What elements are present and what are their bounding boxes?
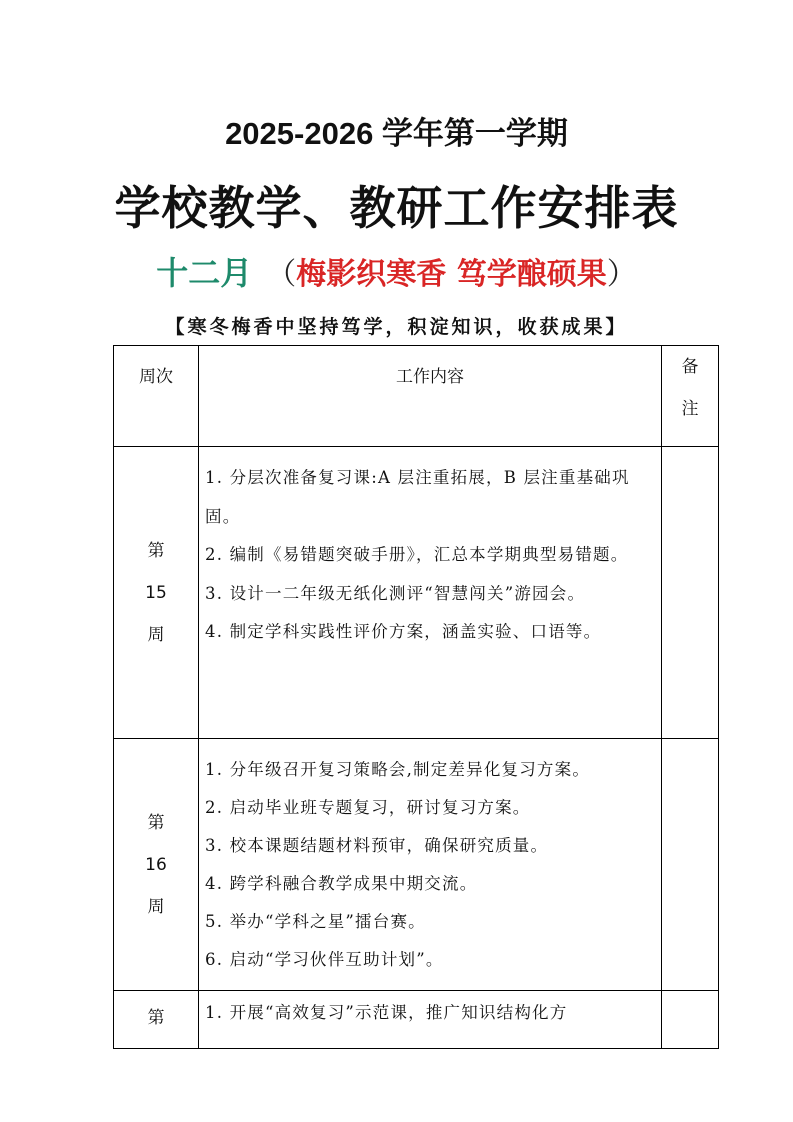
list-item: 5. 举办“学科之星”擂台赛。	[205, 912, 426, 931]
week-cell	[114, 447, 199, 739]
week-suffix: 周	[147, 624, 165, 645]
paren-close: ）	[606, 257, 637, 292]
month-motto: 梅影织寒香 笃学酿硕果	[296, 257, 607, 292]
list-item: 2. 编制《易错题突破手册》，汇总本学期典型易错题。	[205, 545, 629, 564]
column-header-content: 工作内容	[199, 346, 662, 447]
month-label: 十二月	[156, 254, 253, 292]
list-item: 3. 设计一二年级无纸化测评“智慧闯关”游园会。	[205, 583, 586, 603]
list-item: 4. 制定学科实践性评价方案，涵盖实验、口语等。	[205, 622, 602, 641]
paren-open: （	[266, 257, 297, 292]
column-header-week: 周次	[114, 346, 199, 447]
week-cell	[114, 739, 199, 991]
table-row	[114, 991, 719, 1049]
week-suffix: 周	[147, 896, 165, 917]
content-cell	[199, 447, 662, 739]
note-cell	[662, 739, 719, 991]
table-row	[114, 739, 719, 991]
list-item: 4. 跨学科融合教学成果中期交流。	[205, 874, 478, 893]
content-cell	[199, 991, 662, 1049]
week-number: 15	[145, 582, 167, 603]
list-item: 1. 分层次准备复习课:A 层注重拓展，B 层注重基础巩固。	[205, 468, 630, 526]
month-heading	[0, 248, 793, 294]
week-prefix: 第	[147, 812, 165, 833]
slogan: 【寒冬梅香中坚持笃学，积淀知识，收获成果】	[165, 316, 628, 338]
page-title: 学校教学、教研工作安排表	[114, 181, 679, 235]
list-item: 6. 启动“学习伙伴互助计划”。	[205, 950, 444, 969]
note-cell	[662, 447, 719, 739]
year-line: 2025-2026 学年第一学期	[225, 116, 568, 151]
list-item: 3. 校本课题结题材料预审，确保研究质量。	[205, 836, 549, 855]
list-item: 2. 启动毕业班专题复习，研讨复习方案。	[205, 798, 531, 817]
list-item: 1. 分年级召开复习策略会,制定差异化复习方案。	[205, 760, 591, 779]
table-header-row	[114, 346, 719, 447]
table-row	[114, 447, 719, 739]
week-prefix: 第	[147, 1008, 165, 1028]
note-cell	[662, 991, 719, 1049]
week-prefix: 第	[147, 540, 165, 561]
list-item: 1. 开展“高效复习”示范课，推广知识结构化方	[205, 1003, 568, 1022]
week-cell	[114, 991, 199, 1049]
content-cell	[199, 739, 662, 991]
schedule-table	[113, 345, 719, 1049]
column-header-note: 备注	[662, 346, 719, 447]
week-number: 16	[145, 854, 167, 875]
